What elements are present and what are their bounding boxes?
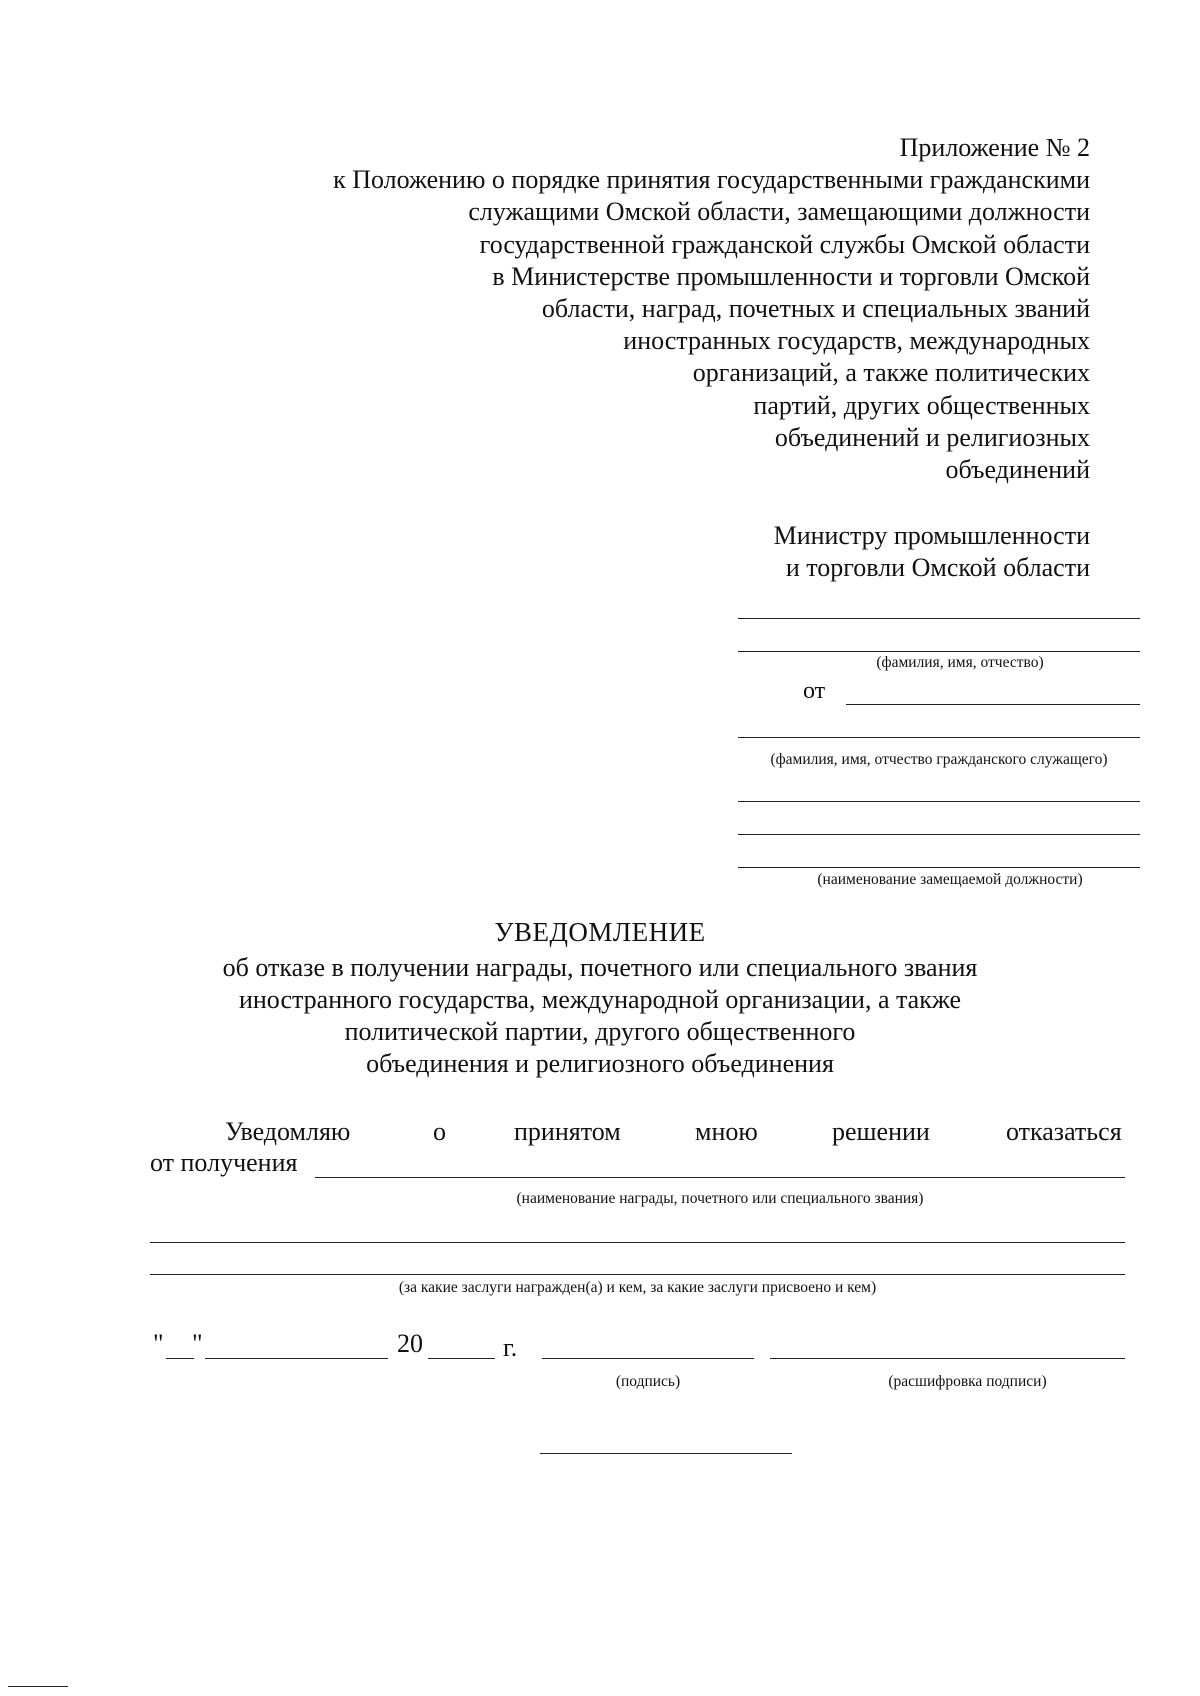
subtitle-line: политической партии, другого общественного [344, 1017, 856, 1046]
month-line[interactable] [205, 1358, 388, 1359]
appendix-line: государственной гражданской службы Омской области [479, 229, 1090, 259]
addressee-line-1: Министру промышленности [773, 521, 1090, 550]
addressee-line-2: и торговли Омской области [785, 553, 1090, 582]
appendix-line: партий, других общественных [753, 390, 1090, 420]
appendix-line: в Министерстве промышленности и торговли Омской [492, 261, 1090, 291]
signature-caption: (подпись) [615, 1373, 681, 1390]
body-line-2: от получения [150, 1148, 298, 1177]
quote-open: " [153, 1329, 164, 1358]
employee-name-caption: (фамилия, имя, отчество гражданского служащего) [770, 751, 1108, 768]
merit-caption: (за какие заслуги награжден(а) и кем, за какие заслуги присвоено и кем) [398, 1279, 877, 1296]
position-line[interactable] [738, 867, 1140, 868]
subtitle-line: об отказе в получении награды, почетного или специального звания [222, 953, 978, 982]
body-word: принятом [514, 1117, 621, 1146]
signature-decoding-caption: (расшифровка подписи) [888, 1373, 1047, 1390]
position-line[interactable] [738, 801, 1140, 802]
body-word: Уведомляю [225, 1117, 351, 1146]
award-name-line[interactable] [315, 1177, 1125, 1178]
minister-name-line[interactable] [738, 618, 1140, 619]
body-word: решении [832, 1117, 930, 1146]
position-line[interactable] [738, 834, 1140, 835]
body-word: мною [695, 1117, 758, 1146]
award-caption: (наименование награды, почетного или специального звания) [516, 1190, 924, 1207]
notice-subtitle [0, 952, 1200, 1080]
employee-name-line[interactable] [846, 704, 1140, 705]
day-line[interactable] [166, 1358, 194, 1359]
quote-close: " [192, 1329, 203, 1358]
subtitle-line: объединения и религиозного объединения [366, 1049, 834, 1078]
year-line[interactable] [428, 1358, 495, 1359]
appendix-block [230, 132, 1090, 486]
subtitle-line: иностранного государства, международной организации, а также [238, 985, 962, 1014]
year-prefix: 20 [397, 1329, 423, 1358]
minister-name-line[interactable] [738, 651, 1140, 652]
closing-separator [540, 1453, 792, 1454]
notice-title: УВЕДОМЛЕНИЕ [494, 917, 706, 947]
minister-name-caption: (фамилия, имя, отчество) [876, 654, 1044, 671]
appendix-line: к Положению о порядке принятия государственными гражданскими [333, 165, 1090, 195]
from-label: от [803, 678, 826, 704]
page-mark [8, 1686, 68, 1687]
appendix-line: объединений [945, 455, 1090, 485]
appendix-line: служащими Омской области, замещающими должности [468, 197, 1090, 227]
merit-line[interactable] [150, 1274, 1125, 1275]
appendix-line: области, наград, почетных и специальных званий [541, 294, 1090, 324]
appendix-line: объединений и религиозных [774, 422, 1090, 452]
body-word: отказаться [1006, 1117, 1122, 1146]
addressee-block [670, 520, 1090, 584]
appendix-number: Приложение № 2 [899, 133, 1090, 162]
year-suffix: г. [503, 1333, 518, 1362]
signature-decoding-line[interactable] [770, 1358, 1125, 1359]
position-caption: (наименование замещаемой должности) [817, 871, 1083, 888]
employee-name-line[interactable] [738, 737, 1140, 738]
appendix-line: организаций, а также политических [692, 358, 1090, 388]
appendix-line: иностранных государств, международных [623, 326, 1090, 356]
body-word: о [433, 1117, 446, 1146]
signature-line[interactable] [542, 1358, 754, 1359]
merit-line[interactable] [150, 1242, 1125, 1243]
